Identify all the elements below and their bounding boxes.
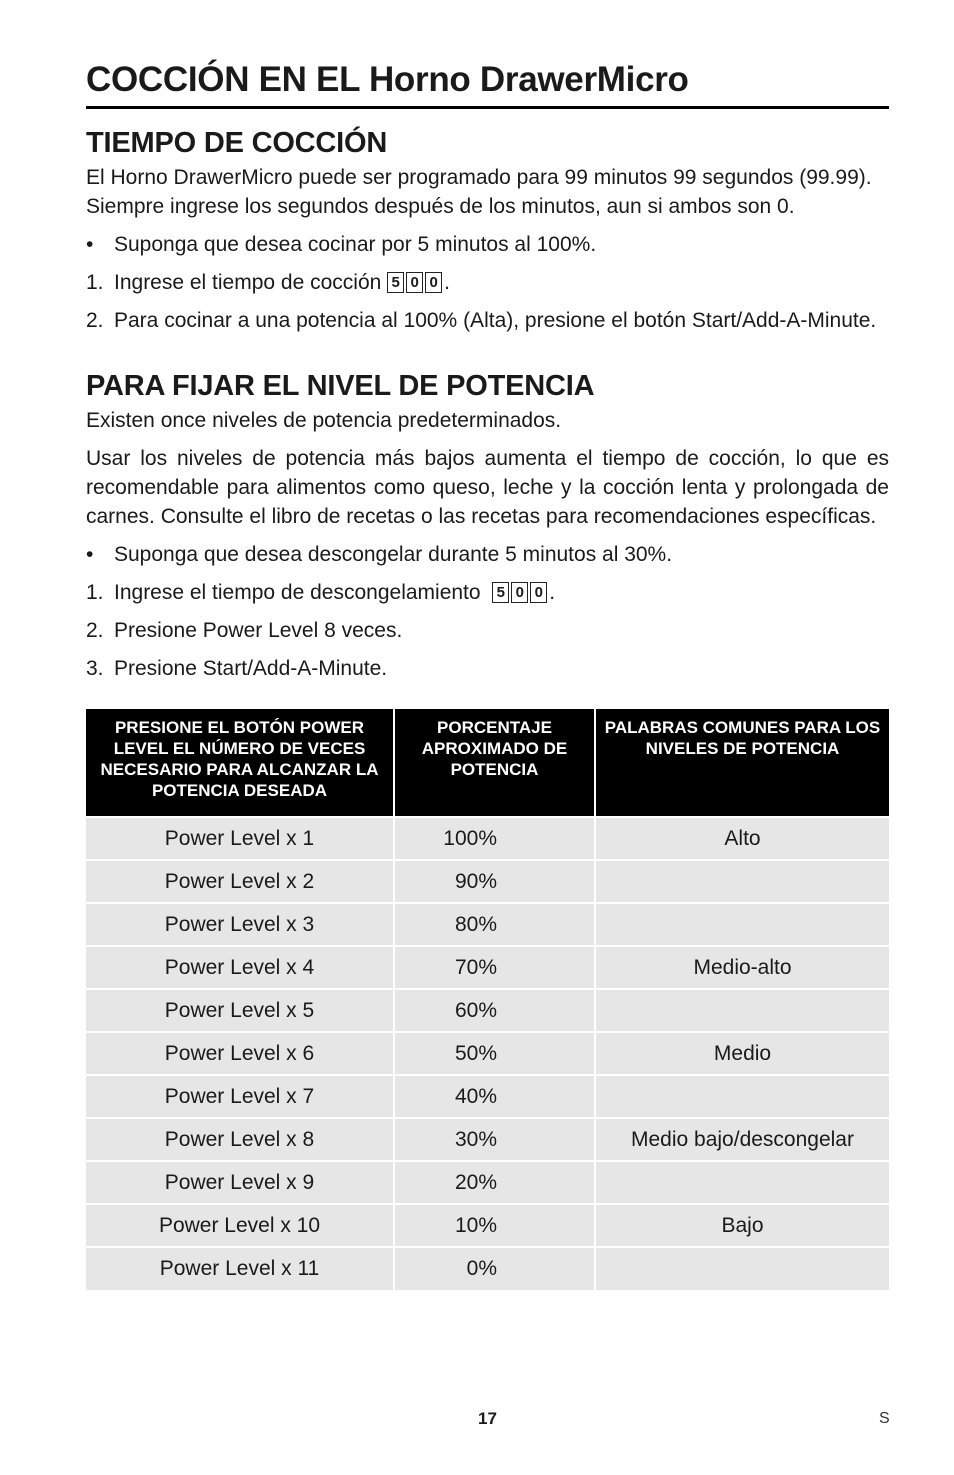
power-level-intro: Existen once niveles de potencia predeterminados. bbox=[86, 409, 562, 432]
cell-presses: Power Level x 5 bbox=[86, 989, 394, 1032]
cell-percent: 60% bbox=[394, 989, 595, 1032]
key-0-icon: 0 bbox=[530, 582, 547, 603]
key-0-icon: 0 bbox=[406, 272, 423, 293]
page-number: 17 bbox=[478, 1409, 497, 1428]
cell-presses: Power Level x 7 bbox=[86, 1075, 394, 1118]
table-row bbox=[86, 1032, 889, 1075]
cell-common-word: Medio-alto bbox=[595, 946, 889, 989]
cell-common-word bbox=[595, 1075, 889, 1118]
keypad-keys bbox=[492, 578, 549, 607]
cell-percent: 40% bbox=[394, 1075, 595, 1118]
table-row bbox=[86, 903, 889, 946]
cell-percent: 0% bbox=[394, 1247, 595, 1290]
list-item bbox=[86, 268, 889, 297]
table-row bbox=[86, 946, 889, 989]
bullet-icon: • bbox=[86, 543, 94, 566]
bullet-icon: • bbox=[86, 233, 94, 256]
step-text: Para cocinar a una potencia al 100% (Alta), presione el botón Start/Add-A-Minute. bbox=[114, 309, 877, 332]
cell-common-word bbox=[595, 860, 889, 903]
step-text: Presione Start/Add-A-Minute. bbox=[114, 657, 388, 680]
bullet-text: Suponga que desea cocinar por 5 minutos al 100%. bbox=[114, 233, 597, 256]
cell-presses: Power Level x 9 bbox=[86, 1161, 394, 1204]
step-text: Ingrese el tiempo de descongelamiento bbox=[114, 581, 481, 604]
cell-common-word bbox=[595, 903, 889, 946]
key-5-icon: 5 bbox=[492, 582, 509, 603]
cell-presses: Power Level x 3 bbox=[86, 903, 394, 946]
column-header-common-words: PALABRAS COMUNES PARA LOS NIVELES DE POTENCIA bbox=[595, 709, 889, 817]
cooking-time-intro: El Horno DrawerMicro puede ser programado para 99 minutos 99 segundos (99.99). Siempre ingrese los segundos después de los minutos, aun si ambos son 0. bbox=[86, 166, 872, 218]
cell-percent: 70% bbox=[394, 946, 595, 989]
key-0-icon: 0 bbox=[511, 582, 528, 603]
list-item bbox=[86, 540, 889, 569]
cell-common-word: Medio bbox=[595, 1032, 889, 1075]
list-item bbox=[86, 616, 889, 645]
page-content bbox=[86, 56, 889, 1290]
list-item bbox=[86, 306, 889, 335]
table-row bbox=[86, 860, 889, 903]
page-title: COCCIÓN EN EL Horno DrawerMicro bbox=[86, 56, 889, 109]
list-item bbox=[86, 654, 889, 683]
cell-common-word: Alto bbox=[595, 817, 889, 860]
power-level-steps bbox=[86, 578, 889, 683]
power-level-description: Usar los niveles de potencia más bajos aumenta el tiempo de cocción, lo que es recomendable para alimentos como queso, leche y la cocción lenta y prolongada de carnes. Consulte el libro de recetas o las recetas para recomendaciones específicas. bbox=[86, 447, 889, 528]
cell-percent: 10% bbox=[394, 1204, 595, 1247]
table-row bbox=[86, 1204, 889, 1247]
cell-percent: 100% bbox=[394, 817, 595, 860]
cell-common-word bbox=[595, 1161, 889, 1204]
step-number: 3. bbox=[86, 657, 104, 680]
cell-presses: Power Level x 6 bbox=[86, 1032, 394, 1075]
power-level-table bbox=[86, 709, 889, 1290]
step-text: Presione Power Level 8 veces. bbox=[114, 619, 403, 642]
cell-percent: 20% bbox=[394, 1161, 595, 1204]
cell-common-word bbox=[595, 989, 889, 1032]
cell-presses: Power Level x 2 bbox=[86, 860, 394, 903]
table-body bbox=[86, 817, 889, 1290]
cell-presses: Power Level x 1 bbox=[86, 817, 394, 860]
key-0-icon: 0 bbox=[425, 272, 442, 293]
cell-presses: Power Level x 10 bbox=[86, 1204, 394, 1247]
power-level-bullets bbox=[86, 540, 889, 569]
table-row bbox=[86, 1075, 889, 1118]
cooking-time-steps bbox=[86, 268, 889, 335]
cell-common-word: Bajo bbox=[595, 1204, 889, 1247]
cooking-time-bullets bbox=[86, 230, 889, 259]
step-number: 2. bbox=[86, 619, 104, 642]
column-header-presses: PRESIONE EL BOTÓN POWER LEVEL EL NÚMERO DE VECES NECESARIO PARA ALCANZAR LA POTENCIA DESEADA bbox=[86, 709, 394, 817]
list-item bbox=[86, 578, 889, 607]
table-row bbox=[86, 989, 889, 1032]
cell-presses: Power Level x 4 bbox=[86, 946, 394, 989]
step-text: Ingrese el tiempo de cocción bbox=[114, 271, 382, 294]
cell-percent: 80% bbox=[394, 903, 595, 946]
cell-percent: 50% bbox=[394, 1032, 595, 1075]
bullet-text: Suponga que desea descongelar durante 5 minutos al 30%. bbox=[114, 543, 673, 566]
step-suffix: . bbox=[444, 271, 451, 294]
keypad-keys bbox=[387, 268, 444, 297]
section-heading-cooking-time: TIEMPO DE COCCIÓN bbox=[86, 127, 388, 159]
cell-percent: 30% bbox=[394, 1118, 595, 1161]
cell-common-word: Medio bajo/descongelar bbox=[595, 1118, 889, 1161]
key-5-icon: 5 bbox=[387, 272, 404, 293]
table-row bbox=[86, 1247, 889, 1290]
step-number: 1. bbox=[86, 581, 104, 604]
list-item bbox=[86, 230, 889, 259]
table-row bbox=[86, 1161, 889, 1204]
step-number: 2. bbox=[86, 309, 104, 332]
step-suffix: . bbox=[549, 581, 556, 604]
table-row bbox=[86, 817, 889, 860]
table-header-row bbox=[86, 709, 889, 817]
cell-presses: Power Level x 8 bbox=[86, 1118, 394, 1161]
section-heading-power-level: PARA FIJAR EL NIVEL DE POTENCIA bbox=[86, 370, 595, 402]
step-number: 1. bbox=[86, 271, 104, 294]
column-header-percent: PORCENTAJE APROXIMADO DE POTENCIA bbox=[394, 709, 595, 817]
cell-percent: 90% bbox=[394, 860, 595, 903]
cell-common-word bbox=[595, 1247, 889, 1290]
table-row bbox=[86, 1118, 889, 1161]
cell-presses: Power Level x 11 bbox=[86, 1247, 394, 1290]
language-indicator: S bbox=[879, 1410, 890, 1427]
